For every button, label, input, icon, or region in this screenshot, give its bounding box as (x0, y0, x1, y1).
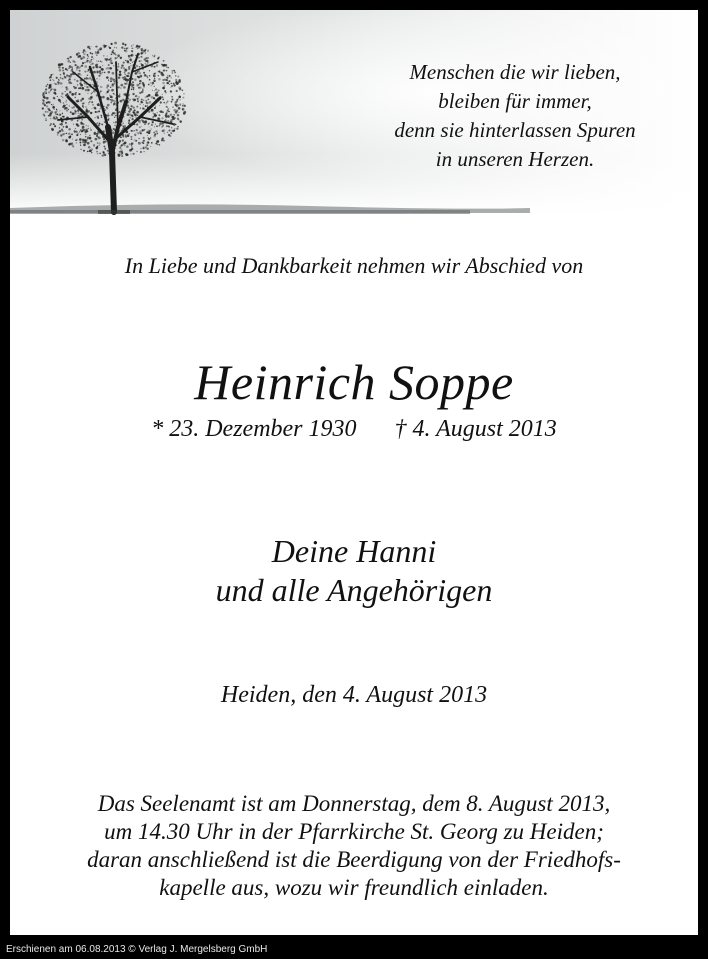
funeral-service-info (10, 790, 698, 902)
service-line: daran anschließend ist die Beerdigung von der Friedhofs- (87, 847, 621, 872)
place-and-date: Heiden, den 4. August 2013 (220, 682, 488, 708)
quote-line: Menschen die wir lieben, (409, 60, 621, 84)
death-date: † 4. August 2013 (394, 416, 557, 442)
quote-line: bleiben für immer, (438, 89, 592, 113)
quote-line: in unseren Herzen. (435, 147, 595, 171)
deceased-name: Heinrich Soppe (194, 354, 514, 410)
farewell-line: In Liebe und Dankbarkeit nehmen wir Abschied von (124, 253, 584, 278)
service-line: um 14.30 Uhr in der Pfarrkirche St. Georg zu Heiden; (104, 819, 604, 844)
mourner-line: Deine Hanni (271, 533, 437, 569)
service-line: kapelle aus, wozu wir freundlich einladen. (159, 875, 549, 900)
bare-tree-icon (28, 32, 198, 217)
obituary-card (10, 10, 698, 935)
service-line: Das Seelenamt ist am Donnerstag, dem 8. August 2013, (97, 791, 611, 816)
mourner-line: und alle Angehörigen (215, 572, 493, 608)
memorial-quote (310, 58, 698, 174)
life-dates (10, 416, 698, 443)
birth-date: * 23. Dezember 1930 (151, 416, 357, 442)
quote-line: denn sie hinterlassen Spuren (394, 118, 636, 142)
mourners (10, 532, 698, 610)
publication-footer: Erschienen am 06.08.2013 © Verlag J. Mergelsberg GmbH (6, 944, 268, 955)
